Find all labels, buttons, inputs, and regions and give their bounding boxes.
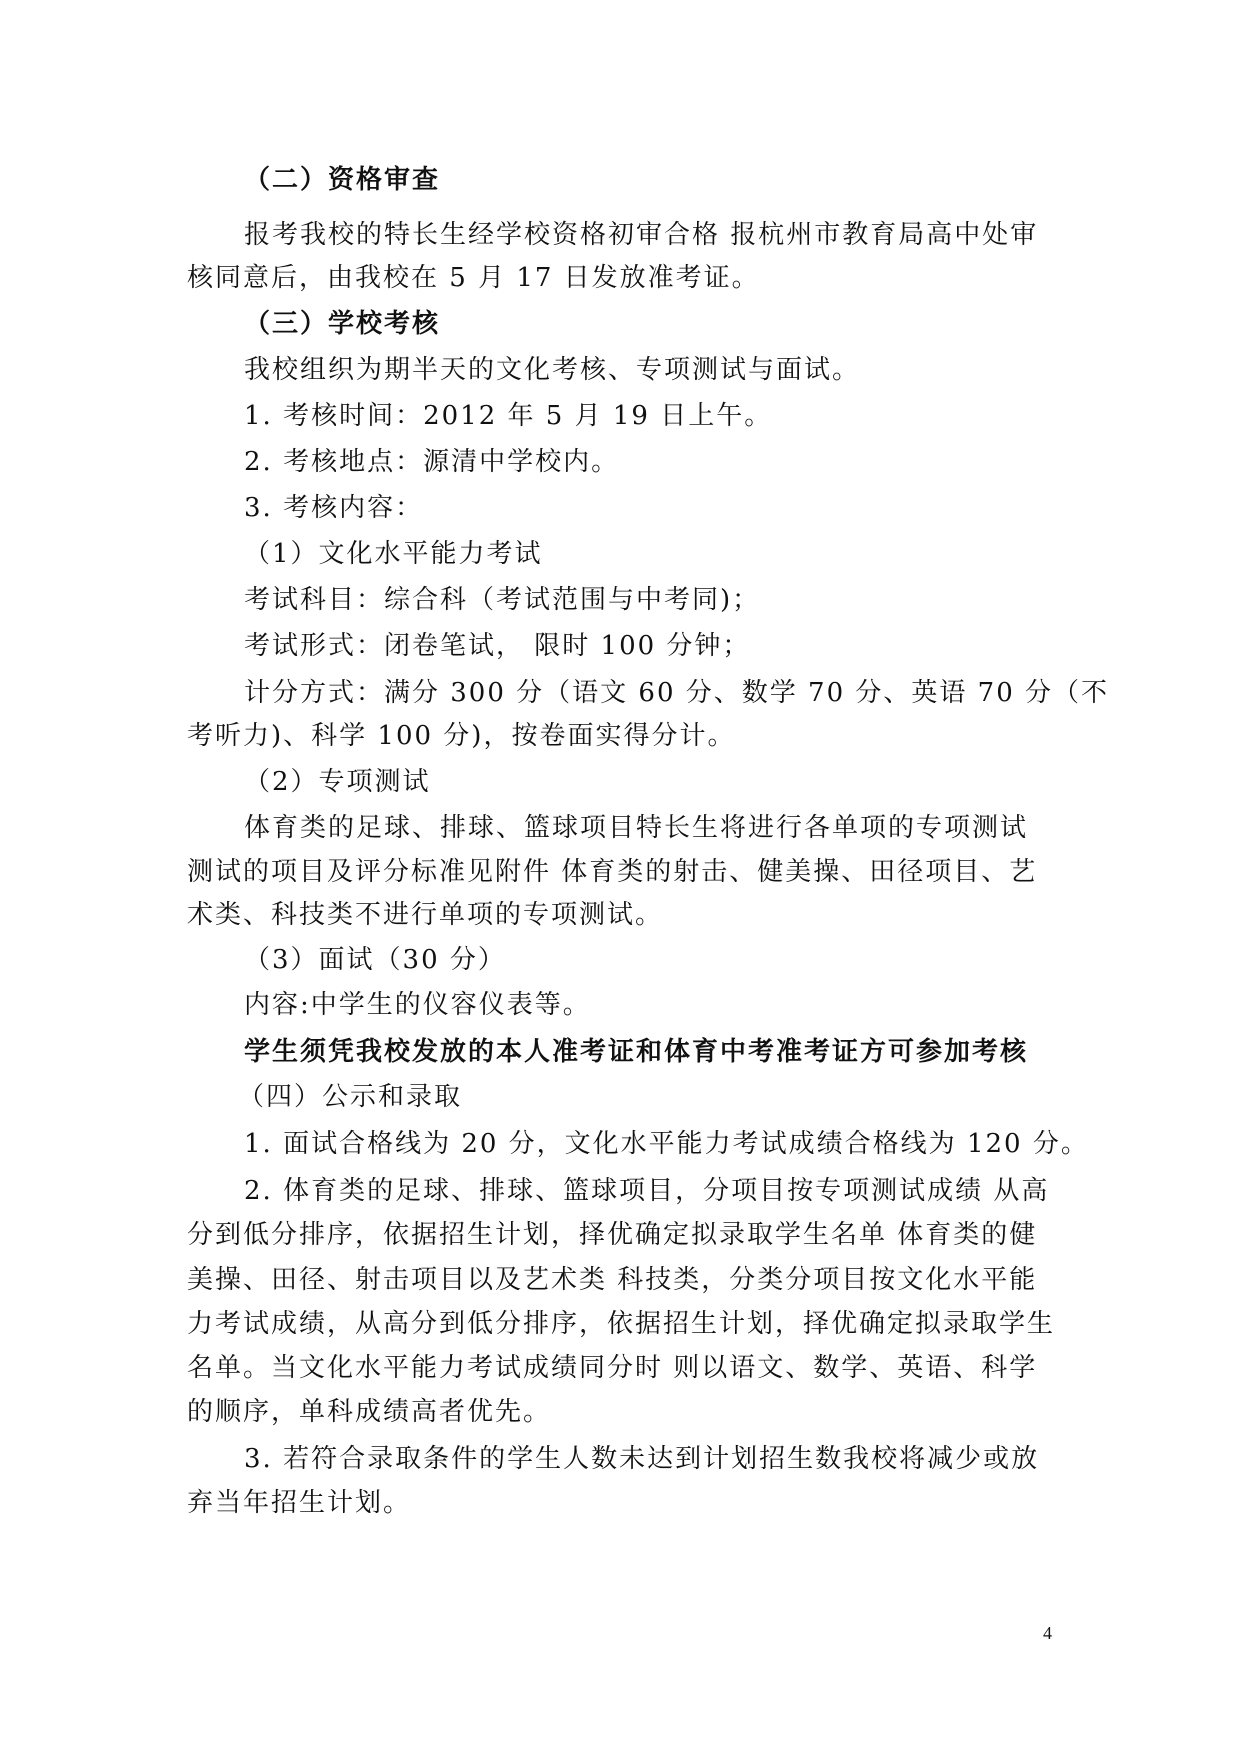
section-heading-qualification-review: （二）资格审查 xyxy=(244,165,441,195)
page-number: 4 xyxy=(1043,1623,1052,1643)
subsection-title: （3）面试（30 分） xyxy=(244,945,506,975)
list-item: 3. 若符合录取条件的学生人数未达到计划招生数我校将减少或放 xyxy=(244,1444,1040,1474)
paragraph-line: 弃当年招生计划。 xyxy=(187,1488,412,1518)
list-item: 3. 考核内容： xyxy=(244,493,424,523)
subsection-title: （1）文化水平能力考试 xyxy=(244,539,543,569)
list-item: 1. 考核时间：2012 年 5 月 19 日上午。 xyxy=(244,401,773,431)
list-item: 2. 考核地点：源清中学校内。 xyxy=(244,447,620,477)
list-item: 2. 体育类的足球、排球、篮球项目，分项目按专项测试成绩 从高 xyxy=(244,1176,1050,1206)
list-item: 1. 面试合格线为 20 分，文化水平能力考试成绩合格线为 120 分。 xyxy=(244,1129,1089,1159)
paragraph-line: 分到低分排序，依据招生计划，择优确定拟录取学生名单 体育类的健 xyxy=(187,1220,1038,1250)
paragraph-line: 考试形式：闭卷笔试， 限时 100 分钟； xyxy=(244,631,751,661)
notice-line: 学生须凭我校发放的本人准考证和体育中考准考证方可参加考核 xyxy=(244,1037,1029,1067)
paragraph-line: 名单。当文化水平能力考试成绩同分时 则以语文、数学、英语、科学 xyxy=(187,1353,1038,1383)
paragraph-line: 术类、科技类不进行单项的专项测试。 xyxy=(187,900,664,930)
paragraph-line: 考听力)、科学 100 分)，按卷面实得分计。 xyxy=(187,721,736,751)
section-heading-school-assessment: （三）学校考核 xyxy=(244,309,441,339)
paragraph-line: 计分方式：满分 300 分（语文 60 分、数学 70 分、英语 70 分（不 xyxy=(244,678,1109,708)
paragraph-line: 测试的项目及评分标准见附件 体育类的射击、健美操、田径项目、艺 xyxy=(187,857,1038,887)
paragraph-line: 核同意后，由我校在 5 月 17 日发放准考证。 xyxy=(187,263,760,293)
paragraph-line: 的顺序，单科成绩高者优先。 xyxy=(187,1397,552,1427)
paragraph-line: 力考试成绩，从高分到低分排序，依据招生计划，择优确定拟录取学生 xyxy=(187,1309,1056,1339)
subsection-title: （2）专项测试 xyxy=(244,767,431,797)
section-heading-announcement-admission: （四）公示和录取 xyxy=(238,1082,463,1112)
paragraph-line: 体育类的足球、排球、篮球项目特长生将进行各单项的专项测试 xyxy=(244,813,1029,843)
paragraph-line: 我校组织为期半天的文化考核、专项测试与面试。 xyxy=(244,355,861,385)
paragraph-line: 考试科目：综合科（考试范围与中考同)； xyxy=(244,585,761,615)
paragraph-line: 美操、田径、射击项目以及艺术类 科技类，分类分项目按文化水平能 xyxy=(187,1265,1038,1295)
paragraph-line: 内容:中学生的仪容仪表等。 xyxy=(244,990,591,1020)
paragraph-line: 报考我校的特长生经学校资格初审合格 报杭州市教育局高中处审 xyxy=(244,220,1039,250)
